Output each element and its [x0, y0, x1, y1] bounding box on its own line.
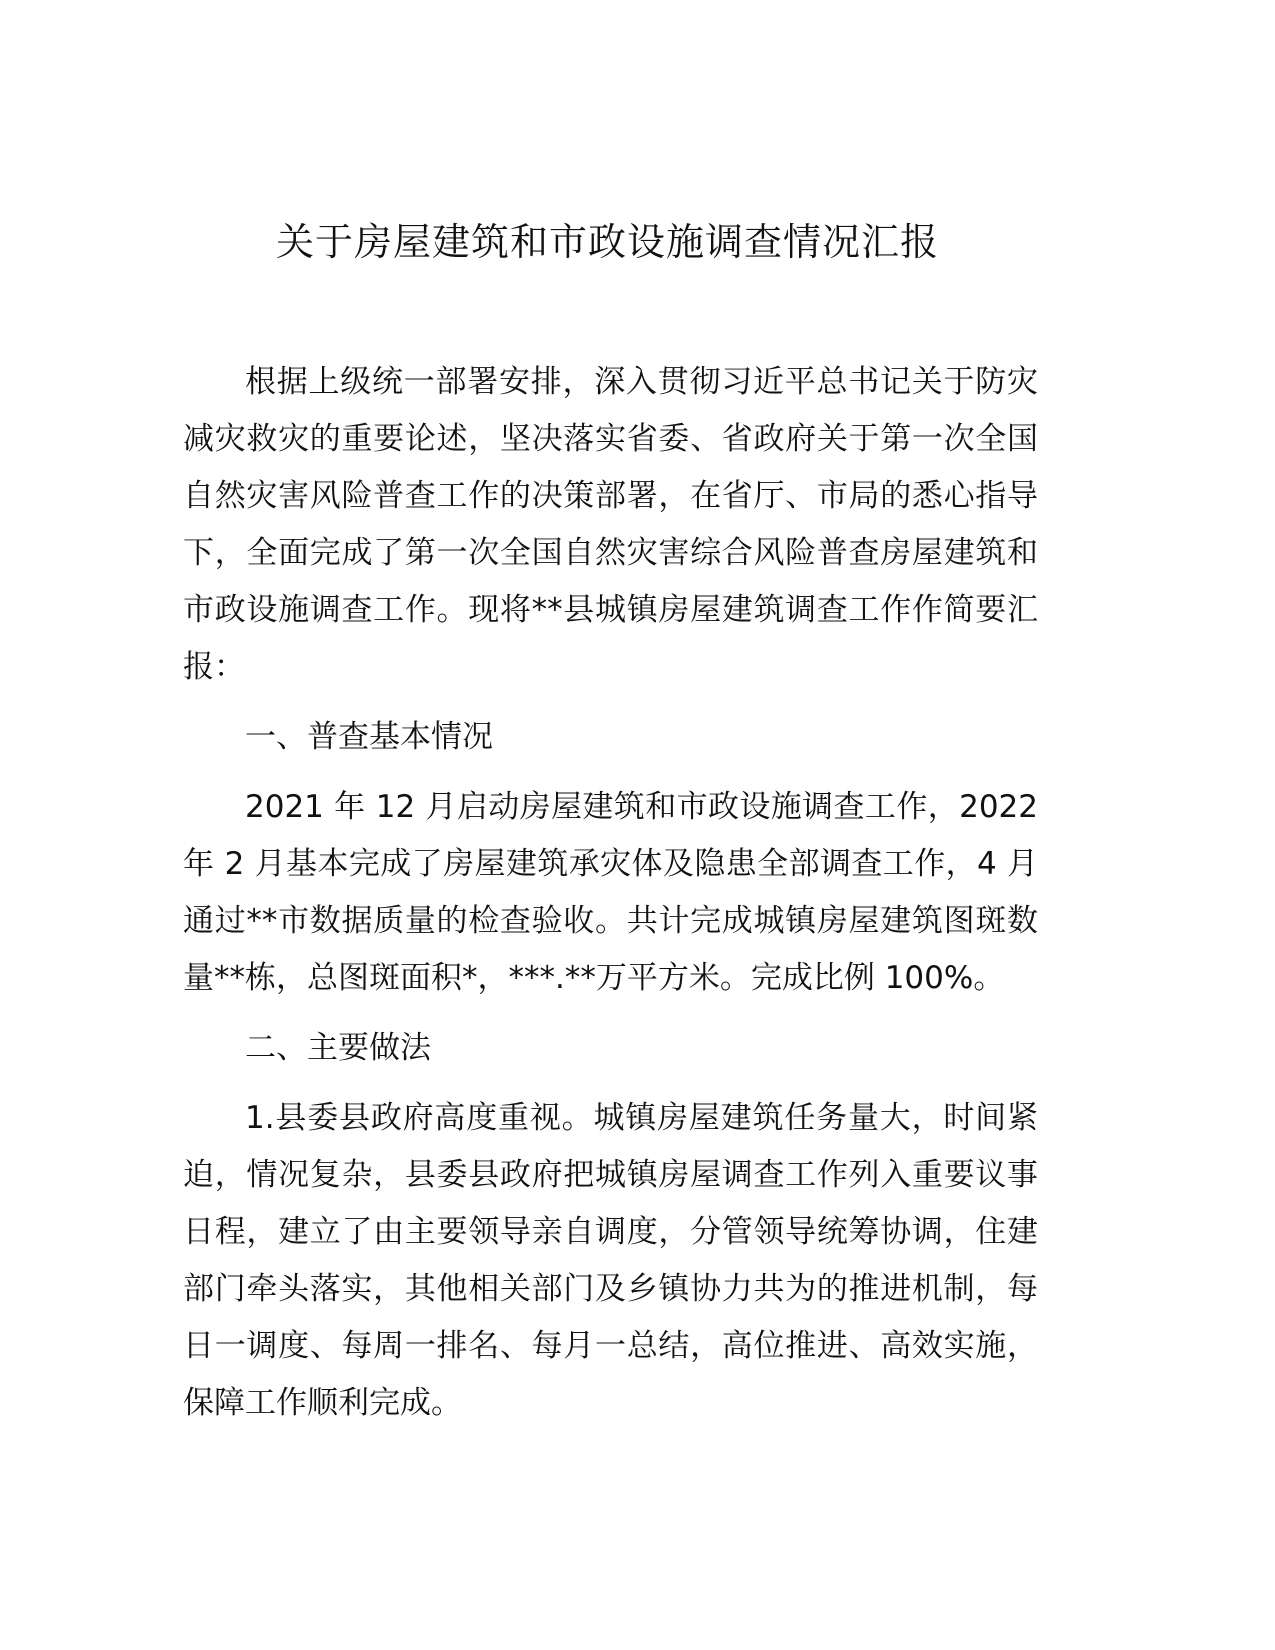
section1-line: 2021 年 12 月启动房屋建筑和市政设施调查工作，2022	[245, 789, 1038, 825]
section1-line: 年 2 月基本完成了房屋建筑承灾体及隐患全部调查工作，4 月	[183, 846, 1038, 882]
item1-line: 日程，建立了由主要领导亲自调度，分管领导统筹协调，住建	[183, 1214, 1038, 1250]
document-body	[183, 354, 1038, 1445]
section-heading-basic-situation: 一、普查基本情况	[245, 719, 493, 755]
section1-line: 量**栋，总图斑面积*，***.**万平方米。完成比例 100%。	[183, 960, 1005, 996]
item1-line: 1.县委县政府高度重视。城镇房屋建筑任务量大，时间紧	[245, 1100, 1038, 1136]
intro-line: 根据上级统一部署安排，深入贯彻习近平总书记关于防灾	[245, 364, 1038, 400]
item1-paragraph	[183, 1090, 1038, 1432]
section-heading-main-practices: 二、主要做法	[245, 1030, 431, 1066]
intro-line: 报：	[183, 649, 245, 685]
document-title: 关于房屋建筑和市政设施调查情况汇报	[275, 220, 939, 264]
section1-line: 通过**市数据质量的检查验收。共计完成城镇房屋建筑图斑数	[183, 903, 1038, 939]
intro-line: 减灾救灾的重要论述，坚决落实省委、省政府关于第一次全国	[183, 421, 1038, 457]
item1-line: 部门牵头落实，其他相关部门及乡镇协力共为的推进机制，每	[183, 1271, 1038, 1307]
intro-line: 自然灾害风险普查工作的决策部署，在省厅、市局的悉心指导	[183, 478, 1038, 514]
section1-paragraph	[183, 779, 1038, 1007]
intro-line: 下，全面完成了第一次全国自然灾害综合风险普查房屋建筑和	[183, 535, 1038, 571]
item1-line: 日一调度、每周一排名、每月一总结，高位推进、高效实施，	[183, 1328, 1038, 1364]
intro-line: 市政设施调查工作。现将**县城镇房屋建筑调查工作作简要汇	[183, 592, 1038, 628]
item1-line: 保障工作顺利完成。	[183, 1385, 462, 1421]
item1-line: 迫，情况复杂，县委县政府把城镇房屋调查工作列入重要议事	[183, 1157, 1038, 1193]
intro-paragraph	[183, 354, 1038, 696]
